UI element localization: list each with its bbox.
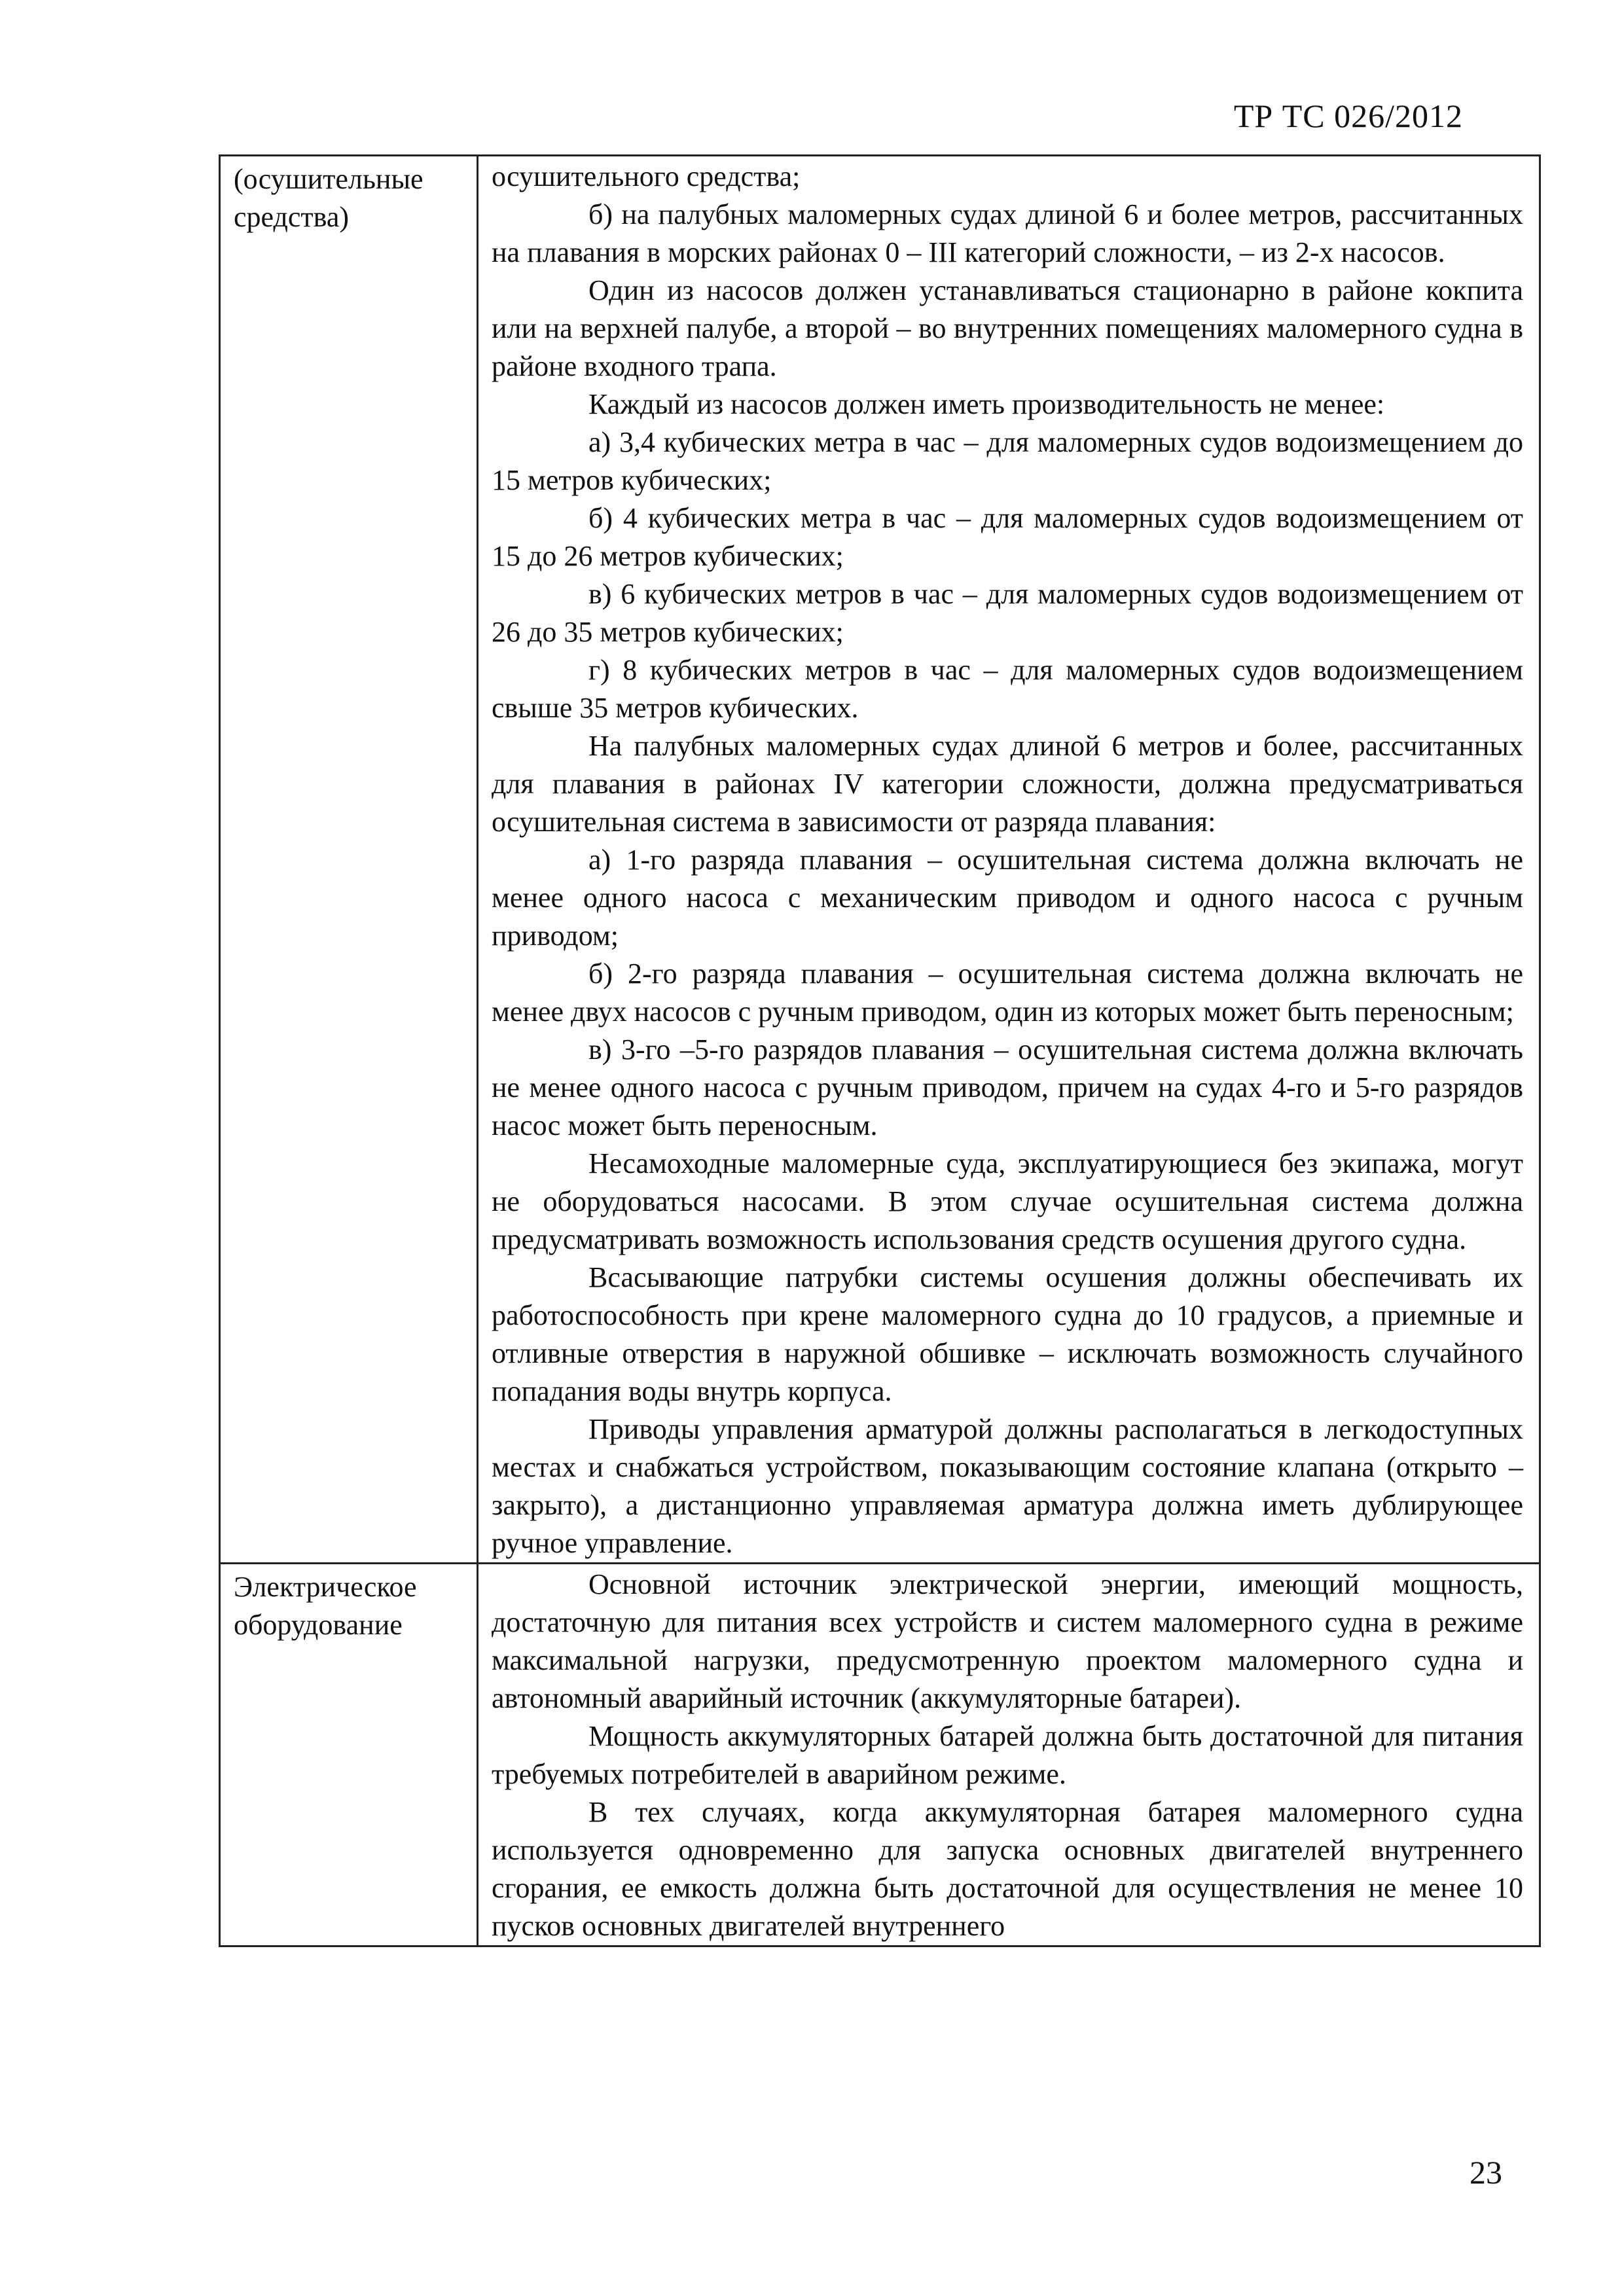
paragraph: в) 3-го –5-го разрядов плавания – осушительная система должна включать не менее одного насоса с ручным приводом, причем на судах 4-го и 5-го разрядов насос может быть переносным. bbox=[492, 1033, 1523, 1141]
paragraph: г) 8 кубических метров в час – для маломерных судов водоизмещением свыше 35 метров кубических. bbox=[492, 654, 1523, 724]
paragraph: Один из насосов должен устанавливаться стационарно в районе кокпита или на верхней палубе, а второй – во внутренних помещениях маломерного судна в районе входного трапа. bbox=[492, 274, 1523, 382]
paragraph: Несамоходные маломерные суда, эксплуатирующиеся без экипажа, могут не оборудоваться насосами. В этом случае осушительная система должна предусматривать возможность использования средств осушения другого судна. bbox=[492, 1147, 1523, 1255]
row-content-electrical bbox=[478, 1564, 1540, 1946]
row-label-drainage: (осушительные средства) bbox=[220, 156, 478, 1564]
page-number: 23 bbox=[1470, 2154, 1502, 2191]
paragraph: б) 2-го разряда плавания – осушительная система должна включать не менее двух насосов с ручным приводом, один из которых может быть переносным; bbox=[492, 958, 1523, 1028]
paragraph: б) 4 кубических метра в час – для маломерных судов водоизмещением от 15 до 26 метров кубических; bbox=[492, 502, 1523, 572]
paragraph: Каждый из насосов должен иметь производительность не менее: bbox=[588, 388, 1385, 420]
row-label-electrical: Электрическое оборудование bbox=[220, 1564, 478, 1946]
paragraph: а) 3,4 кубических метра в час – для маломерных судов водоизмещением до 15 метров кубических; bbox=[492, 426, 1523, 496]
table-row-electrical bbox=[220, 1564, 1540, 1946]
paragraph: Мощность аккумуляторных батарей должна быть достаточной для питания требуемых потребителей в аварийном режиме. bbox=[492, 1720, 1523, 1790]
paragraph: Всасывающие патрубки системы осушения должны обеспечивать их работоспособность при крене маломерного судна до 10 градусов, а приемные и отливные отверстия в наружной обшивке – исключать возможность случайного попадания воды внутрь корпуса. bbox=[492, 1261, 1523, 1407]
row-content-drainage bbox=[478, 156, 1540, 1564]
paragraph: а) 1-го разряда плавания – осушительная система должна включать не менее одного насоса с механическим приводом и одного насоса с ручным приводом; bbox=[492, 844, 1523, 952]
table-row-drainage bbox=[220, 156, 1540, 1564]
paragraph: Основной источник электрической энергии, имеющий мощность, достаточную для питания всех устройств и систем маломерного судна в режиме максимальной нагрузки, предусмотренную проектом маломерного судна и автономный аварийный источник (аккумуляторные батареи). bbox=[492, 1568, 1523, 1714]
paragraph: В тех случаях, когда аккумуляторная батарея маломерного судна используется одновременно для запуска основных двигателей внутреннего сгорания, ее емкость должна быть достаточной для осуществления не менее 10 пусков основных двигателей внутреннего bbox=[492, 1796, 1523, 1942]
paragraph: На палубных маломерных судах длиной 6 метров и более, рассчитанных для плавания в районах IV категории сложности, должна предусматриваться осушительная система в зависимости от разряда плавания: bbox=[492, 730, 1523, 838]
paragraph: б) на палубных маломерных судах длиной 6 и более метров, рассчитанных на плавания в морских районах 0 – III категорий сложности, – из 2-х насосов. bbox=[492, 198, 1523, 268]
document-code-header: ТР ТС 026/2012 bbox=[1233, 98, 1463, 134]
paragraph: Приводы управления арматурой должны располагаться в легкодоступных местах и снабжаться устройством, показывающим состояние клапана (открыто – закрыто), а дистанционно управляемая арматура должна иметь дублирующее ручное управление. bbox=[492, 1413, 1523, 1559]
paragraph: в) 6 кубических метров в час – для маломерных судов водоизмещением от 26 до 35 метров кубических; bbox=[492, 578, 1523, 648]
paragraph: осушительного средства; bbox=[492, 160, 801, 192]
requirements-table bbox=[219, 154, 1541, 1947]
